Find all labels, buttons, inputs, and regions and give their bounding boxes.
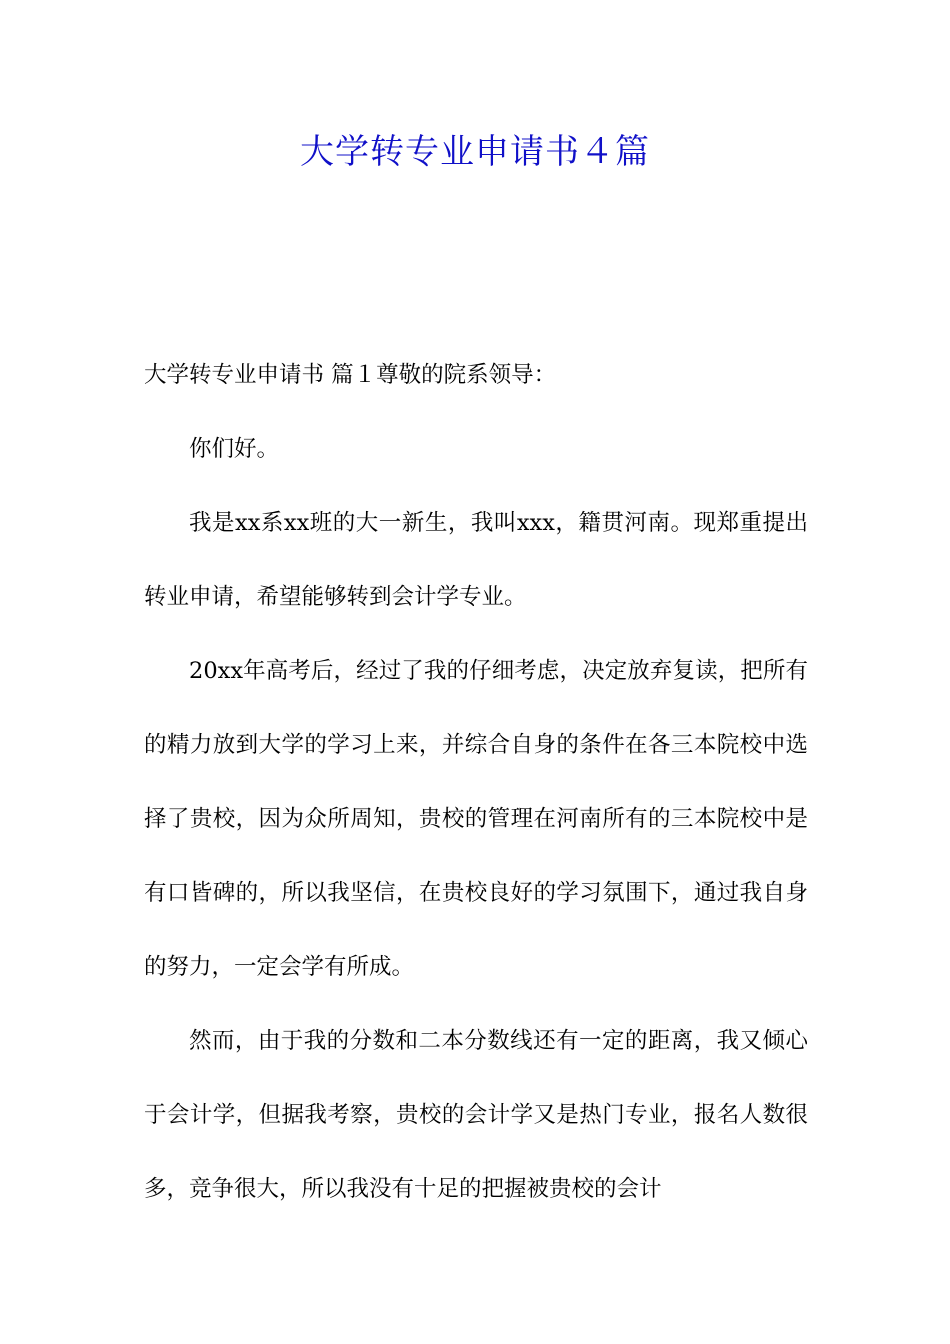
paragraph-reason: 然而，由于我的分数和二本分数线还有一定的距离，我又倾心于会计学，但据我考察，贵校的会计学又是热门专业，报名人数很多，竞争很大，所以我没有十足的把握被贵校的会计 [144,1028,808,1202]
letter-heading: 大学转专业申请书 篇１尊敬的院系领导： [144,362,557,388]
document-body [144,338,808,1226]
paragraph-introduction: 我是xx系xx班的大一新生，我叫xxx，籍贯河南。现郑重提出转业申请，希望能够转到会计学专业。 [144,510,808,610]
paragraph-background: 20xx年高考后，经过了我的仔细考虑，决定放弃复读，把所有的精力放到大学的学习上来，并综合自身的条件在各三本院校中选择了贵校，因为众所周知，贵校的管理在河南所有的三本院校中是有口皆碑的，所以我坚信，在贵校良好的学习氛围下，通过我自身的努力，一定会学有所成。 [144,658,808,980]
document-title: 大学转专业申请书４篇 [300,132,650,172]
paragraph-greeting: 你们好。 [189,436,280,462]
